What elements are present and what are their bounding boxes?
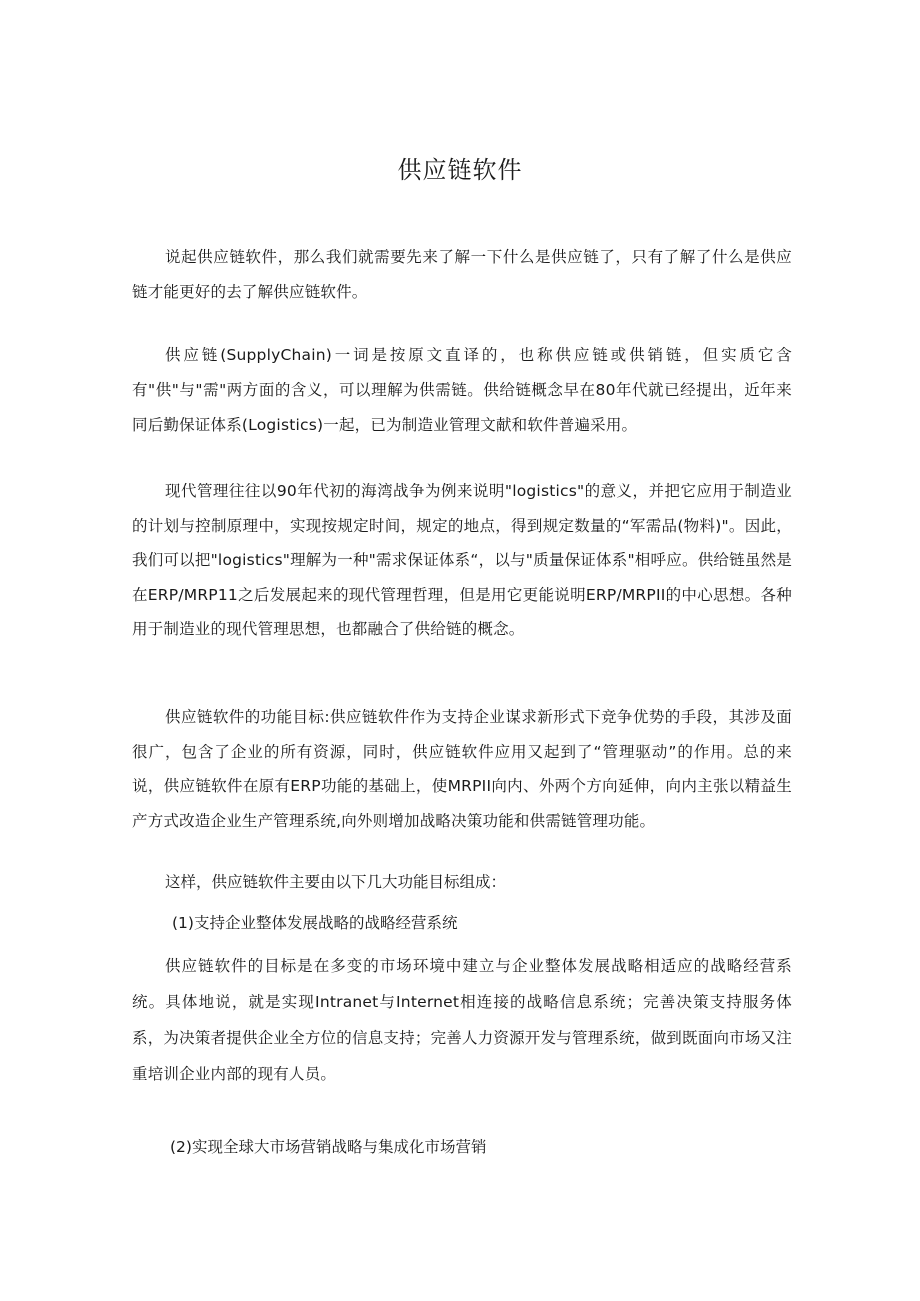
paragraph-strategic-system: 供应链软件的目标是在多变的市场环境中建立与企业整体发展战略相适应的战略经营系统。具体地说，就是实现Intranet与Internet相连接的战略信息系统；完善决策支持服务体系，为决策者提供企业全方位的信息支持；完善人力资源开发与管理系统，做到既面向市场又注重培训企业内部的现有人员。 [132, 957, 792, 1083]
paragraph-intro: 说起供应链软件，那么我们就需要先来了解一下什么是供应链了，只有了解了什么是供应链才能更好的去了解供应链软件。 [132, 248, 792, 301]
paragraph-goals-intro: 这样，供应链软件主要由以下几大功能目标组成： [165, 873, 507, 891]
paragraph-logistics: 现代管理往往以90年代初的海湾战争为例来说明"logistics"的意义，并把它应用于制造业的计划与控制原理中，实现按规定时间，规定的地点，得到规定数量的“军需品(物料)"。因此，我们可以把"logistics"理解为一种"需求保证体系“，以与"质量保证体系"相呼应。供给链虽然是在ERP/MRP11之后发展起来的现代管理哲理，但是用它更能说明ERP/MRPII的中心思想。各种用于制造业的现代管理思想，也都融合了供给链的概念。 [132, 482, 792, 638]
paragraph-function-goals: 供应链软件的功能目标:供应链软件作为支持企业谋求新形式下竞争优势的手段，其涉及面很广，包含了企业的所有资源，同时，供应链软件应用又起到了“管理驱动”的作用。总的来说，供应链软件在原有ERP功能的基础上，使MRPII向内、外两个方向延伸，向内主张以精益生产方式改造企业生产管理系统,向外则增加战略决策功能和供需链管理功能。 [132, 708, 792, 830]
subheading-strategic-system: (1)支持企业整体发展战略的战略经营系统 [172, 914, 458, 932]
paragraph-supply-chain-definition: 供应链(SupplyChain)一词是按原文直译的，也称供应链或供销链，但实质它含有"供"与"需"两方面的含义，可以理解为供需链。供给链概念早在80年代就已经提出，近年来同后勤保证体系(Logistics)一起，已为制造业管理文献和软件普遍采用。 [132, 346, 792, 434]
subheading-global-marketing: (2)实现全球大市场营销战略与集成化市场营销 [170, 1138, 487, 1156]
page-title: 供应链软件 [397, 156, 523, 184]
